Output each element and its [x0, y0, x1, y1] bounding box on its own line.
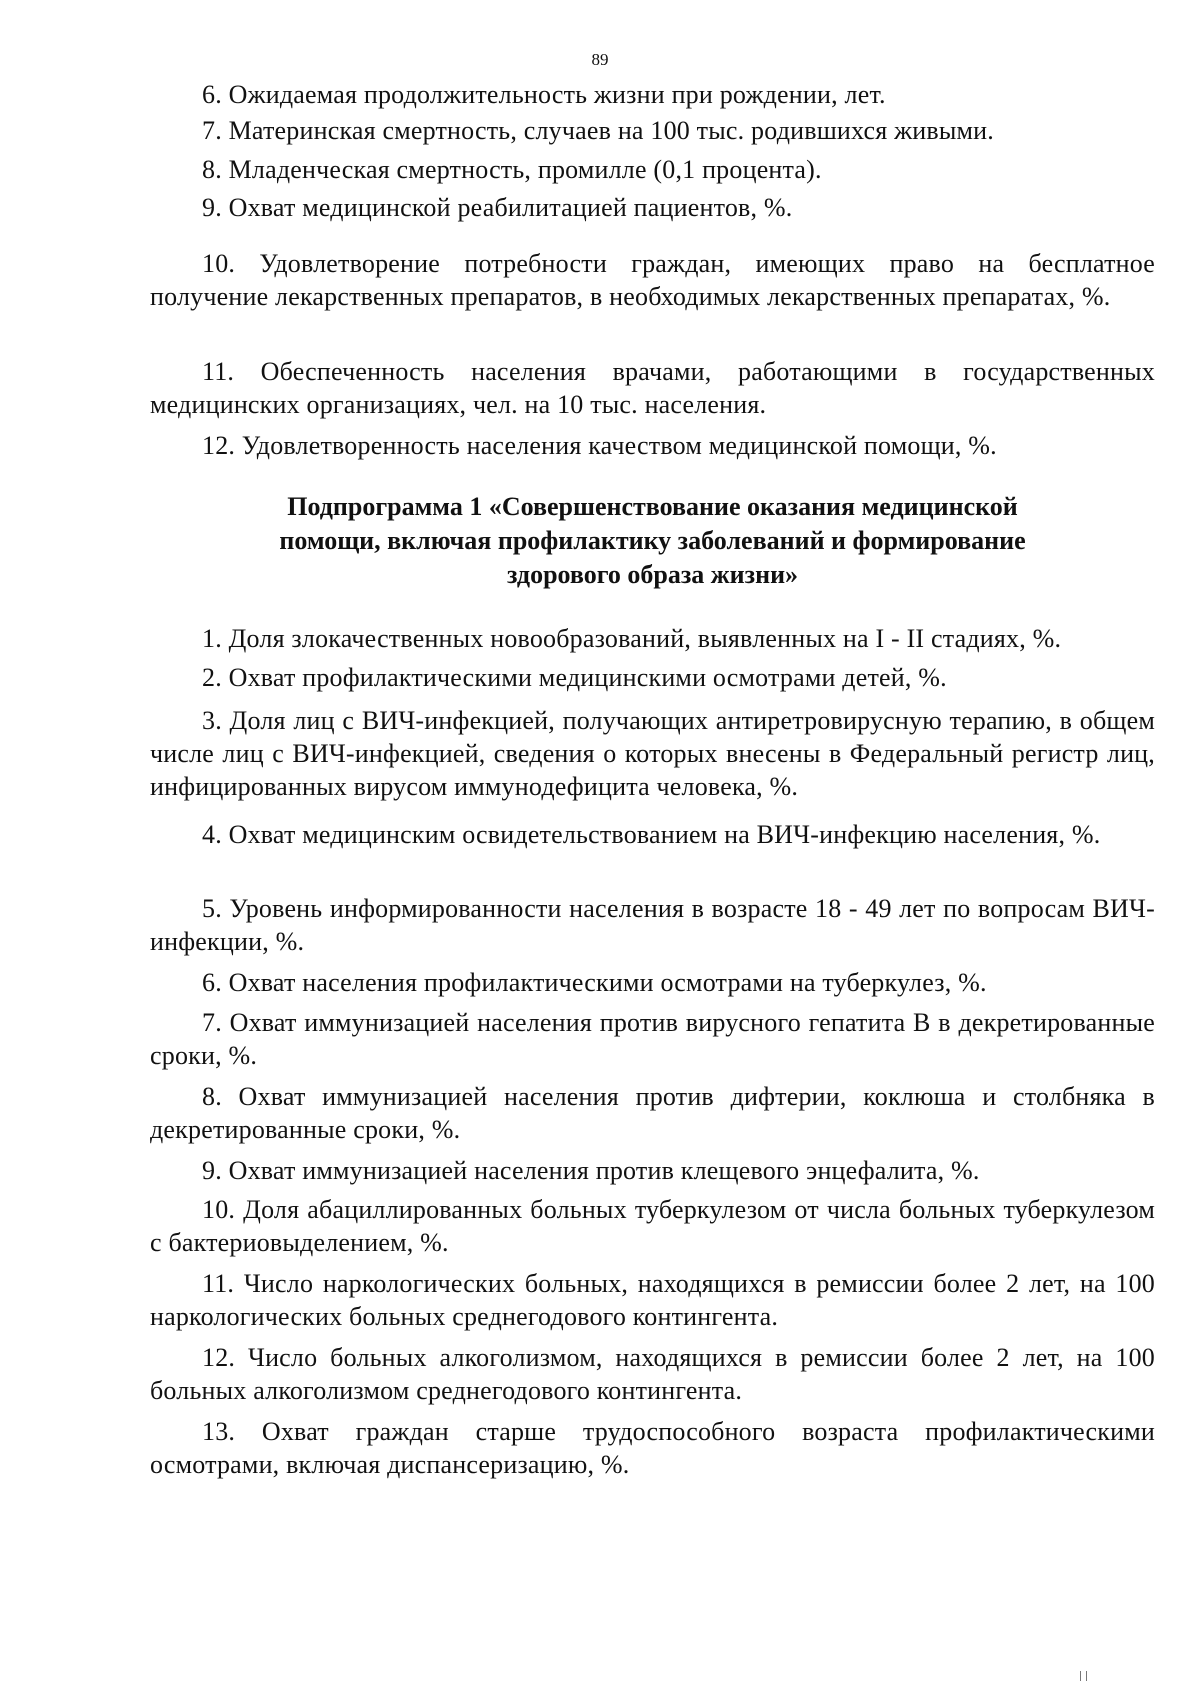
list-item	[150, 622, 1155, 655]
list-item-text: 8. Младенческая смертность, промилле (0,1 процента).	[202, 155, 822, 184]
list-item	[150, 355, 1155, 421]
list-item-text: 6. Ожидаемая продолжительность жизни при рождении, лет.	[202, 80, 886, 109]
list-item-text: 2. Охват профилактическими медицинскими осмотрами детей, %.	[202, 663, 947, 692]
list-item	[150, 1267, 1155, 1333]
list-item	[150, 818, 1155, 851]
list-item-text: 9. Охват иммунизацией населения против клещевого энцефалита, %.	[202, 1156, 980, 1185]
list-item	[150, 661, 1155, 694]
list-item-text: 10. Доля абациллированных больных туберкулезом от числа больных туберкулезом с бактериовыделением, %.	[150, 1195, 1155, 1257]
list-item-text: 8. Охват иммунизацией населения против дифтерии, коклюша и столбняка в декретированные сроки, %.	[150, 1082, 1155, 1144]
scan-mark	[1078, 1670, 1092, 1684]
list-item	[150, 892, 1155, 958]
list-item-text: 5. Уровень информированности населения в возрасте 18 - 49 лет по вопросам ВИЧ-инфекции, %.	[150, 894, 1155, 956]
list-item-text: 3. Доля лиц с ВИЧ-инфекцией, получающих антиретровирусную терапию, в общем числе лиц с ВИЧ-инфекцией, сведения о которых внесены в Федеральный регистр лиц, инфицированных вирусом иммунодефицита человека, %.	[150, 706, 1155, 801]
list-item	[150, 153, 1155, 186]
list-item	[150, 966, 1155, 999]
list-item	[150, 191, 1155, 224]
list-item-text: 12. Удовлетворенность населения качеством медицинской помощи, %.	[202, 431, 997, 460]
list-item-text: 11. Число наркологических больных, находящихся в ремиссии более 2 лет, на 100 наркологических больных среднегодового контингента.	[150, 1269, 1155, 1331]
list-item-text: 6. Охват населения профилактическими осмотрами на туберкулез, %.	[202, 968, 987, 997]
list-item-text: 10. Удовлетворение потребности граждан, имеющих право на бесплатное получение лекарственных препаратов, в необходимых лекарственных препаратах, %.	[150, 249, 1155, 311]
list-item	[150, 114, 1155, 147]
page-number: 89	[591, 50, 609, 69]
list-item	[150, 1080, 1155, 1146]
heading-line: Подпрограмма 1 «Совершенствование оказания медицинской	[287, 492, 1018, 521]
list-item-text: 12. Число больных алкоголизмом, находящихся в ремиссии более 2 лет, на 100 больных алкоголизмом среднегодового контингента.	[150, 1343, 1155, 1405]
scan-mark-icon	[1078, 1671, 1092, 1681]
heading-line: здорового образа жизни»	[506, 560, 799, 589]
list-item	[150, 1341, 1155, 1407]
list-item	[150, 247, 1155, 313]
list-item	[150, 1415, 1155, 1481]
list-item-text: 13. Охват граждан старше трудоспособного возраста профилактическими осмотрами, включая диспансеризацию, %.	[150, 1417, 1155, 1479]
list-item	[150, 704, 1155, 803]
list-item	[150, 429, 1155, 462]
list-item	[150, 1193, 1155, 1259]
list-item	[150, 1006, 1155, 1072]
list-item-text: 7. Охват иммунизацией населения против вирусного гепатита В в декретированные сроки, %.	[150, 1008, 1155, 1070]
list-item-text: 4. Охват медицинским освидетельствованием на ВИЧ-инфекцию населения, %.	[202, 820, 1101, 849]
list-item	[150, 1154, 1155, 1187]
list-item	[150, 78, 1155, 111]
list-item-text: 11. Обеспеченность населения врачами, работающими в государственных медицинских организациях, чел. на 10 тыс. населения.	[150, 357, 1155, 419]
list-item-text: 7. Материнская смертность, случаев на 100 тыс. родившихся живыми.	[202, 116, 994, 145]
heading-line: помощи, включая профилактику заболеваний и формирование	[279, 526, 1026, 555]
subprogram-heading	[150, 490, 1155, 592]
list-item-text: 1. Доля злокачественных новообразований, выявленных на I - II стадиях, %.	[202, 624, 1062, 653]
list-item-text: 9. Охват медицинской реабилитацией пациентов, %.	[202, 193, 793, 222]
